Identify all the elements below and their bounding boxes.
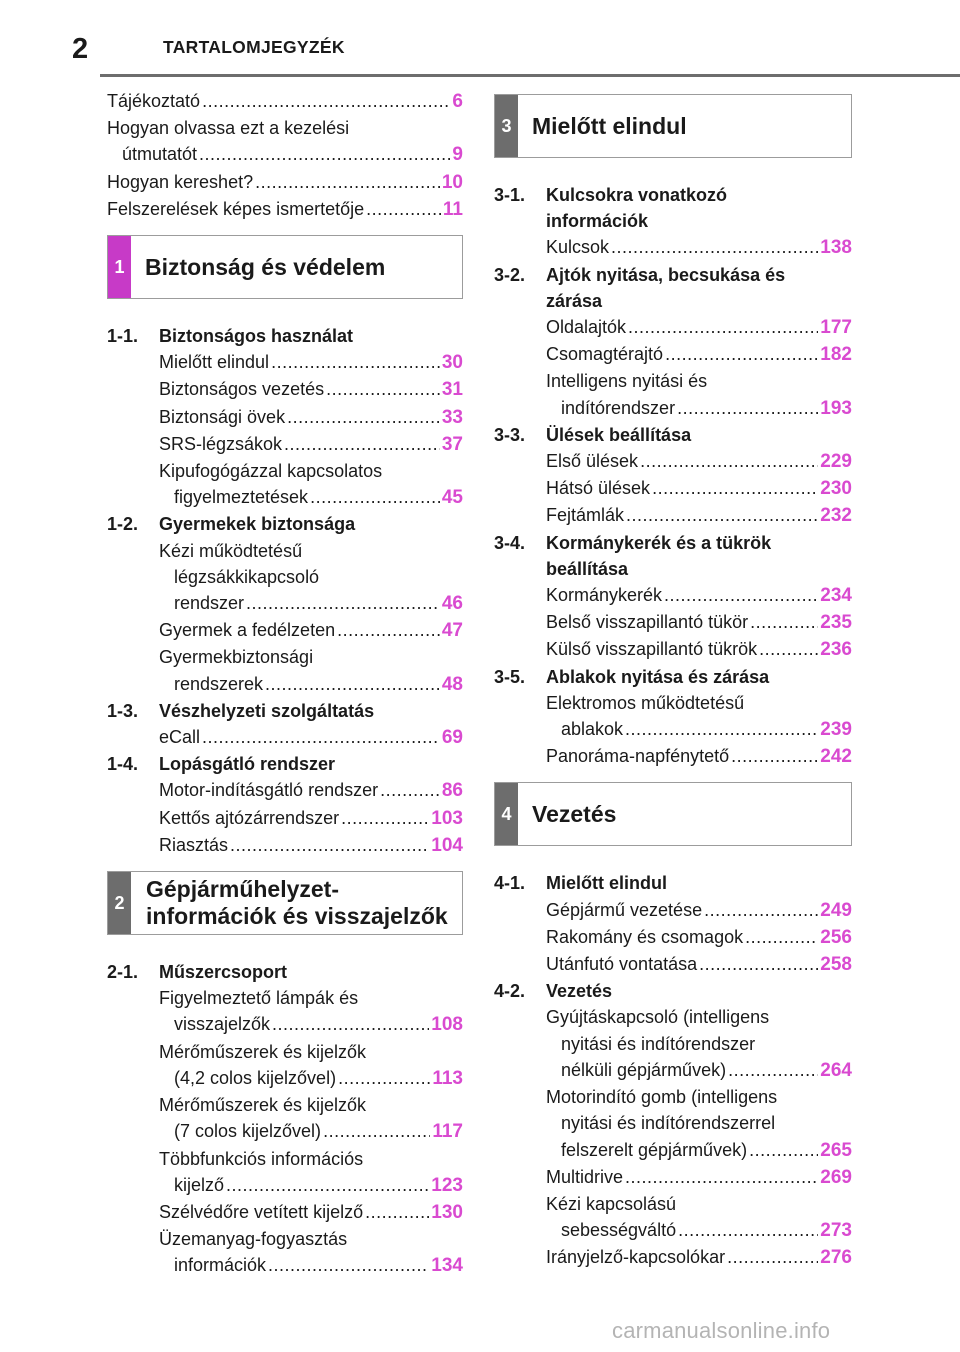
page-link[interactable]: 104 [431, 834, 463, 856]
dot-leader [628, 314, 818, 340]
dot-leader [337, 617, 440, 643]
entry-label: Irányjelző-kapcsolókar [546, 1247, 726, 1268]
entry-label: Mérőműszerek és kijelzők [159, 1041, 367, 1062]
dot-leader [625, 716, 818, 742]
page-link[interactable]: 269 [820, 1166, 852, 1188]
chapter-title-line: információk és visszajelzők [146, 903, 448, 930]
page-link[interactable]: 276 [820, 1247, 852, 1269]
section-heading [107, 959, 463, 985]
dot-leader [338, 1065, 430, 1091]
dot-leader [677, 395, 818, 421]
chapter-tab: 3 [495, 95, 518, 157]
section-title [546, 664, 852, 690]
dot-leader [749, 1137, 818, 1163]
chapter-box[interactable] [494, 782, 852, 846]
entry-label: felszerelt gépjárművek) [561, 1139, 748, 1160]
dot-leader [640, 448, 818, 474]
toc-entry[interactable] [107, 1252, 463, 1279]
chapter-tab: 2 [108, 872, 131, 934]
toc-entry[interactable] [107, 484, 463, 511]
entry-label: rendszerek [174, 673, 264, 694]
chapter-box[interactable] [107, 235, 463, 299]
entry-label: eCall [159, 727, 201, 748]
entry-label: Kettős ajtózárrendszer [159, 807, 340, 828]
left-column [107, 88, 463, 1280]
section-heading [107, 323, 463, 349]
entry-label: Motor-indításgátló rendszer [159, 780, 379, 801]
section-number: 3-1. [494, 185, 526, 205]
page-link[interactable]: 235 [820, 612, 852, 634]
section-title [546, 262, 852, 314]
section-title-line: Kormánykerék és a tükrök [546, 532, 772, 553]
dot-leader [366, 196, 441, 222]
section-title-line: Ülések beállítása [546, 424, 692, 445]
toc-entry[interactable] [494, 716, 852, 743]
toc-entry[interactable] [107, 590, 463, 617]
page-link[interactable]: 11 [442, 198, 463, 220]
dot-leader [323, 1118, 430, 1144]
chapter-box[interactable] [494, 94, 852, 158]
page-link[interactable]: 236 [820, 639, 852, 661]
entry-label: útmutatót [122, 144, 198, 165]
dot-leader [271, 349, 440, 375]
entry-label: rendszer [174, 593, 245, 614]
chapter-box[interactable] [107, 871, 463, 935]
page-link[interactable]: 9 [452, 144, 463, 166]
page-link[interactable]: 130 [431, 1201, 463, 1223]
page-link[interactable]: 134 [431, 1255, 463, 1277]
entry-label: Hogyan olvassa ezt a kezelési [107, 118, 350, 139]
page-link[interactable]: 48 [441, 673, 463, 695]
entry-label: ablakok [561, 719, 624, 740]
section-title-line: Ablakok nyitása és zárása [546, 666, 770, 687]
entry-label: Külső visszapillantó tükrök [546, 639, 758, 660]
entry-label: Motorindító gomb (intelligens [546, 1087, 778, 1108]
page-link[interactable]: 113 [432, 1067, 463, 1089]
entry-label: információk [174, 1255, 267, 1276]
entry-label: Oldalajtók [546, 317, 627, 338]
page-link[interactable]: 273 [820, 1220, 852, 1242]
chapter-tab: 1 [108, 236, 131, 298]
section-number: 1-1. [107, 326, 139, 347]
section-title: Műszercsoport [159, 962, 288, 983]
dot-leader [287, 404, 440, 430]
toc-entry[interactable] [107, 777, 463, 804]
section-title-line: Vezetés [546, 981, 613, 1002]
dot-leader [246, 590, 440, 616]
section-number: 1-4. [107, 754, 139, 775]
page-link[interactable]: 123 [431, 1174, 463, 1196]
section-heading [494, 978, 852, 1004]
dot-leader [310, 484, 440, 510]
toc-entry[interactable] [494, 341, 852, 368]
section-number: 3-3. [494, 424, 526, 445]
toc-entry[interactable] [494, 395, 852, 422]
page-link[interactable]: 264 [820, 1059, 852, 1081]
page-link[interactable]: 117 [432, 1121, 463, 1143]
entry-label: Panoráma-napfénytető [546, 746, 730, 767]
entry-label: kijelző [174, 1174, 225, 1195]
toc-entry[interactable] [107, 1065, 463, 1092]
entry-label-cont: nyitási és indítórendszerrel [561, 1113, 776, 1134]
page-link[interactable]: 258 [820, 954, 852, 976]
toc-entry[interactable] [494, 475, 852, 502]
toc-entry[interactable] [107, 724, 463, 751]
section-number: 2-1. [107, 962, 139, 983]
page-link[interactable]: 86 [441, 780, 463, 802]
entry-label: Többfunkciós információs [159, 1148, 364, 1169]
entry-label: Elektromos működtetésű [546, 692, 745, 713]
section-number: 3-4. [494, 532, 526, 553]
toc-entry[interactable] [494, 582, 852, 609]
dot-leader [365, 1199, 429, 1225]
toc-entry[interactable] [107, 832, 463, 859]
section-title-line: beállítása [546, 558, 629, 579]
dot-leader [678, 1217, 818, 1243]
toc-entry[interactable] [494, 448, 852, 475]
page-link[interactable]: 47 [441, 620, 463, 642]
toc-entry[interactable] [107, 671, 463, 698]
toc-entry[interactable] [107, 349, 463, 376]
entry-label: Kézi működtetésű [159, 540, 303, 561]
toc-entry[interactable] [494, 1244, 852, 1271]
toc-entry[interactable] [494, 502, 852, 529]
entry-label: Szélvédőre vetített kijelző [159, 1201, 364, 1222]
dot-leader [665, 341, 818, 367]
toc-entry[interactable] [494, 636, 852, 663]
section-title-line: Ajtók nyitása, becsukása és [546, 264, 786, 285]
chapter-title: Mielőtt elindul [532, 112, 687, 139]
section-title-line: Kulcsokra vonatkozó [546, 185, 728, 205]
entry-label: Csomagtérajtó [546, 344, 664, 365]
toc-entry[interactable] [494, 897, 852, 924]
section-number: 3-2. [494, 264, 526, 285]
page-link[interactable]: 30 [441, 352, 463, 374]
section-title [546, 530, 852, 582]
page-link[interactable]: 6 [452, 91, 463, 112]
section-title [546, 182, 852, 234]
section-title [546, 422, 852, 448]
entry-label: Kormánykerék [546, 585, 663, 606]
section-heading [494, 530, 852, 582]
toc-entry[interactable] [494, 234, 852, 261]
entry-label: sebességváltó [561, 1220, 677, 1241]
page-link[interactable]: 108 [431, 1014, 463, 1036]
section-heading [494, 664, 852, 690]
section-number: 1-2. [107, 514, 139, 535]
dot-leader [284, 431, 440, 457]
section-heading [107, 511, 463, 537]
entry-label: Gyermek a fedélzeten [159, 620, 336, 641]
toc-entry[interactable] [494, 1164, 852, 1191]
page-link[interactable]: 31 [441, 379, 463, 401]
entry-label: nélküli gépjárművek) [561, 1059, 727, 1080]
entry-label: Multidrive [546, 1166, 624, 1187]
toc-entry[interactable] [107, 1118, 463, 1145]
page-link[interactable]: 249 [820, 899, 852, 921]
section-heading [494, 422, 852, 448]
entry-label-cont: légzsákkikapcsoló [174, 566, 320, 587]
dot-leader [625, 1164, 818, 1190]
entry-label: Biztonságos vezetés [159, 379, 325, 400]
dot-leader [750, 609, 818, 635]
entry-label: Üzemanyag-fogyasztás [159, 1229, 348, 1250]
page-number: 2 [72, 33, 89, 65]
entry-label: Kipufogógázzal kapcsolatos [159, 461, 383, 482]
section-number: 1-3. [107, 700, 139, 721]
page-link[interactable]: 230 [820, 478, 852, 500]
toc-entry[interactable] [107, 805, 463, 832]
entry-label: Gyermekbiztonsági [159, 647, 314, 668]
dot-leader [202, 724, 440, 750]
section-number: 3-5. [494, 666, 526, 687]
page-link[interactable]: 46 [441, 593, 463, 615]
dot-leader [341, 805, 429, 831]
dot-leader [272, 1011, 429, 1037]
dot-leader [255, 169, 440, 195]
dot-leader [759, 636, 818, 662]
toc-entry[interactable] [107, 404, 463, 431]
entry-label: Kulcsok [546, 237, 610, 258]
dot-leader [699, 951, 818, 977]
entry-label: figyelmeztetések [174, 487, 309, 508]
dot-leader [728, 1057, 818, 1083]
entry-label: Belső visszapillantó tükör [546, 612, 749, 633]
dot-leader [731, 743, 818, 769]
page-link[interactable]: 37 [441, 433, 463, 455]
toc-entry[interactable] [107, 1011, 463, 1038]
page-link[interactable]: 232 [820, 505, 852, 527]
section-title [546, 870, 852, 896]
entry-label: (7 colos kijelzővel) [174, 1121, 322, 1142]
toc-entry[interactable] [107, 1199, 463, 1226]
page-link[interactable]: 265 [820, 1139, 852, 1161]
entry-label: Intelligens nyitási és [546, 371, 708, 392]
section-title-line: információk [546, 211, 649, 232]
toc-entry[interactable] [494, 1137, 852, 1164]
dot-leader [611, 234, 818, 260]
entry-label: Kézi kapcsolású [546, 1193, 677, 1214]
page-link[interactable]: 229 [820, 451, 852, 473]
watermark: carmanualsonline.info [612, 1318, 831, 1343]
section-number: 4-1. [494, 873, 526, 894]
dot-leader [745, 924, 818, 950]
section-heading [107, 698, 463, 724]
dot-leader [268, 1252, 429, 1278]
section-title-line: zárása [546, 290, 603, 311]
page-link[interactable]: 177 [820, 317, 852, 339]
entry-label-cont: nyitási és indítórendszer [561, 1033, 756, 1054]
page-link[interactable]: 193 [820, 397, 852, 419]
section-title [546, 978, 852, 1004]
entry-label: SRS-légzsákok [159, 433, 283, 454]
toc-entry[interactable] [107, 141, 463, 168]
chapter-title: Biztonság és védelem [145, 253, 386, 280]
toc-entry[interactable] [494, 924, 852, 951]
page-link[interactable]: 138 [820, 237, 852, 259]
page-link[interactable]: 234 [820, 585, 852, 607]
dot-leader [380, 777, 440, 803]
chapter-title: Vezetés [532, 800, 617, 827]
dot-leader [265, 671, 440, 697]
entry-label: (4,2 colos kijelzővel) [174, 1067, 337, 1088]
dot-leader [202, 88, 450, 114]
entry-label: Fejtámlák [546, 505, 625, 526]
dot-leader [199, 141, 450, 167]
entry-label: Riasztás [159, 834, 229, 855]
section-heading [107, 751, 463, 777]
dot-leader [626, 502, 818, 528]
page-link[interactable]: 256 [820, 926, 852, 948]
section-title: Lopásgátló rendszer [159, 754, 336, 775]
chapter-title [146, 872, 448, 934]
entry-label: Mielőtt elindul [159, 352, 270, 373]
chapter-title-line: Gépjárműhelyzet- [146, 876, 339, 903]
dot-leader [664, 582, 818, 608]
section-title-line: Mielőtt elindul [546, 873, 667, 894]
section-heading [494, 182, 852, 234]
page-link[interactable]: 33 [441, 406, 463, 428]
chapter-tab: 4 [495, 783, 518, 845]
section-heading [494, 262, 852, 314]
dot-leader [230, 832, 429, 858]
toc-entry[interactable] [107, 196, 463, 223]
entry-label: Utánfutó vontatása [546, 954, 698, 975]
entry-label: Biztonsági övek [159, 406, 286, 427]
toc-entry[interactable] [107, 169, 463, 196]
toc-entry[interactable] [494, 743, 852, 770]
entry-label: Rakomány és csomagok [546, 926, 744, 947]
entry-label: visszajelzők [174, 1014, 271, 1035]
toc-entry[interactable] [494, 951, 852, 978]
entry-label: Hátsó ülések [546, 478, 651, 499]
entry-label: indítórendszer [561, 397, 676, 418]
page-link[interactable]: 182 [820, 344, 852, 366]
page-link[interactable]: 103 [431, 807, 463, 829]
header-rule [100, 74, 960, 77]
section-number: 4-2. [494, 981, 526, 1002]
entry-label: Hogyan kereshet? [107, 171, 254, 192]
page-link[interactable]: 69 [441, 727, 463, 749]
dot-leader [226, 1172, 429, 1198]
entry-label: Gyújtáskapcsoló (intelligens [546, 1007, 770, 1028]
page-link[interactable]: 45 [441, 487, 463, 509]
entry-label: Figyelmeztető lámpák és [159, 988, 359, 1009]
toc-entry[interactable] [494, 314, 852, 341]
entry-label: Felszerelések képes ismertetője [107, 198, 365, 219]
toc-entry[interactable] [107, 88, 463, 115]
toc-entry[interactable] [107, 376, 463, 403]
section-title: Biztonságos használat [159, 326, 354, 347]
entry-label: Gépjármű vezetése [546, 899, 703, 920]
toc-entry[interactable] [494, 609, 852, 636]
section-title: Vészhelyzeti szolgáltatás [159, 700, 375, 721]
dot-leader [326, 376, 440, 402]
dot-leader [727, 1244, 818, 1270]
entry-label: Első ülések [546, 451, 639, 472]
section-title: Gyermekek biztonsága [159, 514, 356, 535]
page-link[interactable]: 239 [820, 719, 852, 741]
toc-entry[interactable] [494, 1057, 852, 1084]
toc-entry[interactable] [107, 617, 463, 644]
entry-label: Tájékoztató [107, 91, 201, 111]
page-link[interactable]: 10 [441, 171, 463, 193]
dot-leader [652, 475, 818, 501]
page-header [0, 0, 960, 80]
toc-entry[interactable] [107, 431, 463, 458]
toc-entry[interactable] [107, 1172, 463, 1199]
dot-leader [704, 897, 818, 923]
page-title: TARTALOMJEGYZÉK [163, 37, 345, 57]
section-heading [494, 870, 852, 896]
toc-entry[interactable] [494, 1217, 852, 1244]
entry-label: Mérőműszerek és kijelzők [159, 1095, 367, 1116]
page-link[interactable]: 242 [820, 746, 852, 768]
right-column [494, 88, 852, 1272]
